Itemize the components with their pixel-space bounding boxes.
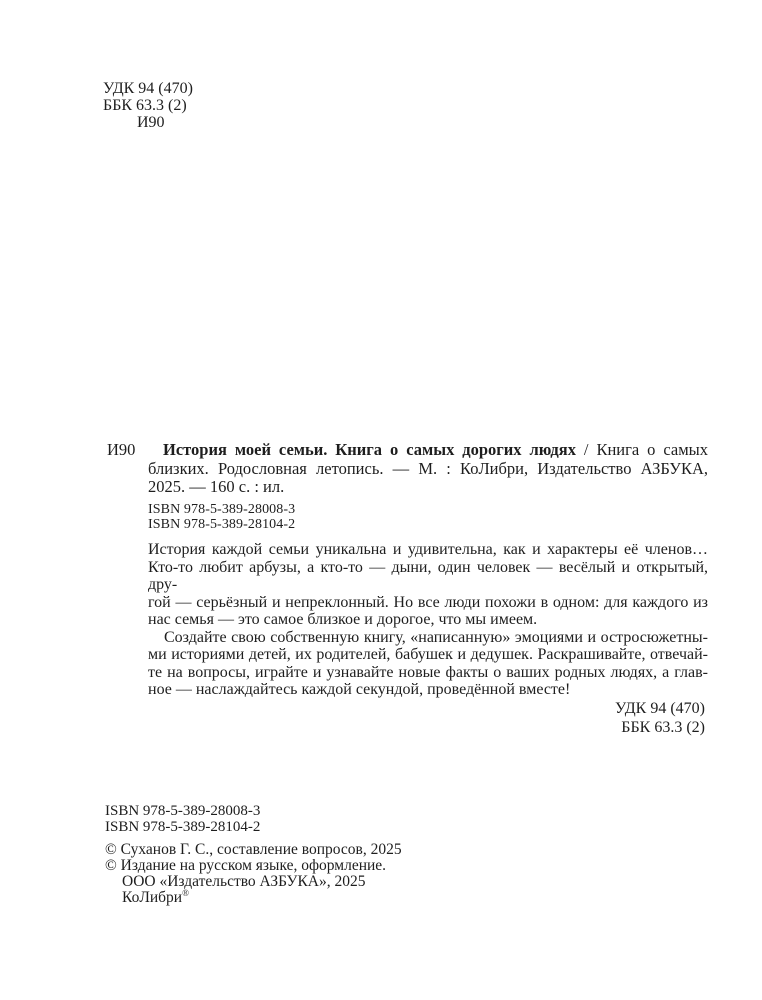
copyright-line: © Издание на русском языке, оформление.	[105, 857, 387, 874]
catalog-entry-line-1	[148, 441, 708, 460]
annotation-line: те на вопросы, играйте и узнавайте новые факты о ваших родных людях, а глав-	[148, 663, 708, 681]
annotation-line: нас семья — это самое близкое и дорогое, что мы имеем.	[148, 611, 538, 628]
catalog-entry-line-2: близких. Родословная летопись. — М. : КоЛибри, Издательство АЗБУКА,	[148, 458, 708, 478]
author-sign: И90	[137, 114, 165, 131]
annotation-line: Создайте свою собственную книгу, «написанную» эмоциями и остросюжетны-	[164, 628, 708, 646]
bbk-code: ББК 63.3 (2)	[103, 97, 187, 114]
annotation-line: Кто-то любит арбузы, а кто-то — дыни, один человек — весёлый и открытый, дру-	[148, 558, 708, 593]
copyright-line: © Суханов Г. С., составление вопросов, 2025	[105, 841, 402, 858]
bbk-code-right: ББК 63.3 (2)	[621, 719, 705, 736]
annotation-line: гой — серьёзный и непреклонный. Но все люди похожи в одном: для каждого из	[148, 593, 708, 611]
catalog-entry	[148, 441, 708, 497]
annotation-line: История каждой семьи уникальна и удивительна, как и характеры её членов…	[148, 541, 708, 558]
catalog-entry-line-3: 2025. — 160 с. : ил.	[148, 477, 285, 496]
copyright-line: ООО «Издательство АЗБУКА», 2025	[122, 873, 366, 890]
catalog-entry-line-1-rest: / Книга о самых	[575, 440, 708, 459]
top-cataloguing-codes	[103, 80, 193, 131]
udk-code: УДК 94 (470)	[103, 80, 193, 97]
registered-trademark-mark: ®	[182, 887, 189, 898]
publisher-brand-line	[105, 887, 402, 906]
isbn-line: ISBN 978-5-389-28104-2	[148, 516, 296, 532]
copyright-block	[105, 842, 402, 906]
annotation-line: ми историями детей, их родителей, бабушек и дедушек. Раскрашивайте, отвечай-	[148, 646, 708, 663]
isbn-block-top	[148, 503, 295, 532]
right-cataloguing-codes	[148, 699, 705, 737]
annotation-paragraph-1	[148, 541, 708, 629]
catalog-author-sign: И90	[107, 440, 136, 459]
publisher-brand: КоЛибри	[122, 889, 183, 906]
annotation-line: ное — наслаждайтесь каждой секундой, проведённой вместе!	[148, 681, 571, 698]
annotation	[148, 541, 708, 699]
book-title: История моей семьи. Книга о самых дорогих людях	[163, 440, 576, 459]
isbn-block-bottom	[105, 804, 260, 835]
udk-code-right: УДК 94 (470)	[615, 700, 705, 717]
annotation-paragraph-2	[148, 629, 708, 699]
isbn-line: ISBN 978-5-389-28104-2	[105, 818, 261, 835]
isbn-line: ISBN 978-5-389-28008-3	[148, 502, 296, 517]
isbn-line: ISBN 978-5-389-28008-3	[105, 803, 261, 819]
